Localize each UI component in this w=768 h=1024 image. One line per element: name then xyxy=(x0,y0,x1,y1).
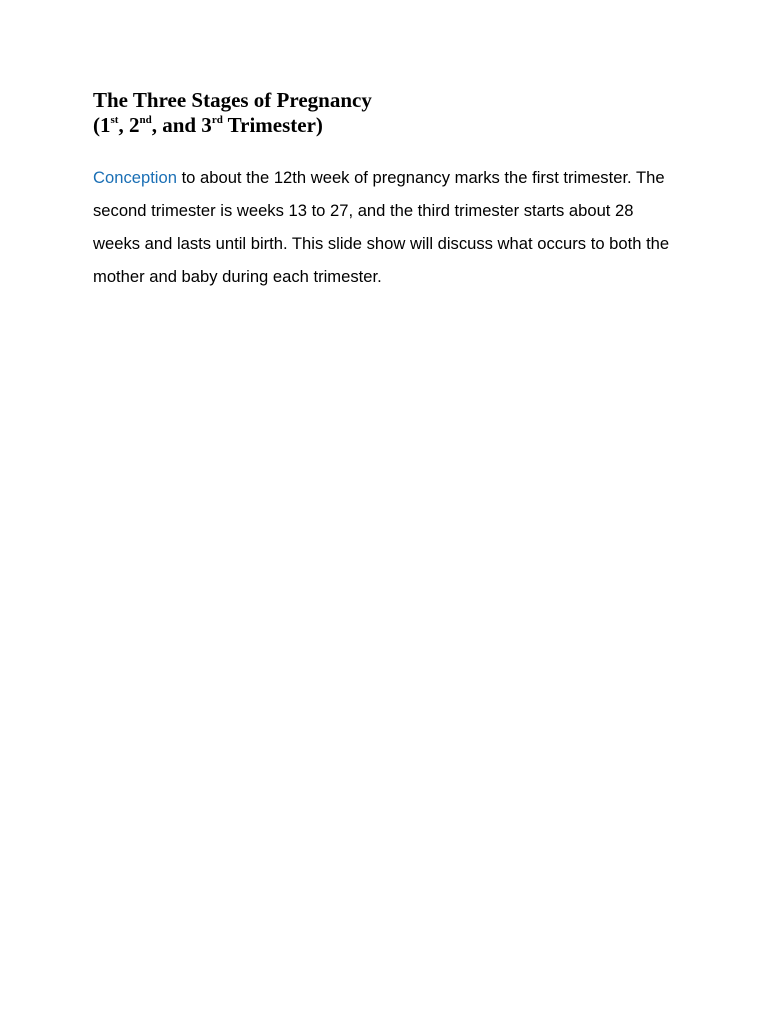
title-line-1: The Three Stages of Pregnancy xyxy=(93,88,372,112)
conception-link[interactable]: Conception xyxy=(93,168,177,187)
superscript-rd: rd xyxy=(211,114,223,126)
page-title xyxy=(93,88,372,138)
title-part-sep2: , and 3 xyxy=(151,113,212,137)
superscript-st: st xyxy=(110,114,119,126)
body-paragraph xyxy=(93,162,673,294)
paragraph-text: to about the 12th week of pregnancy marks the first trimester. The second trimester is weeks 13 to 27, and the third trimester starts about 28 weeks and lasts until birth. This slide show will discuss what occurs to both the mother and baby during each trimester. xyxy=(93,168,670,286)
title-line-2 xyxy=(93,113,372,138)
title-part-sep1: , 2 xyxy=(118,113,140,137)
title-part-close: Trimester) xyxy=(222,113,323,137)
superscript-nd: nd xyxy=(139,114,152,126)
title-part-open: (1 xyxy=(93,113,111,137)
